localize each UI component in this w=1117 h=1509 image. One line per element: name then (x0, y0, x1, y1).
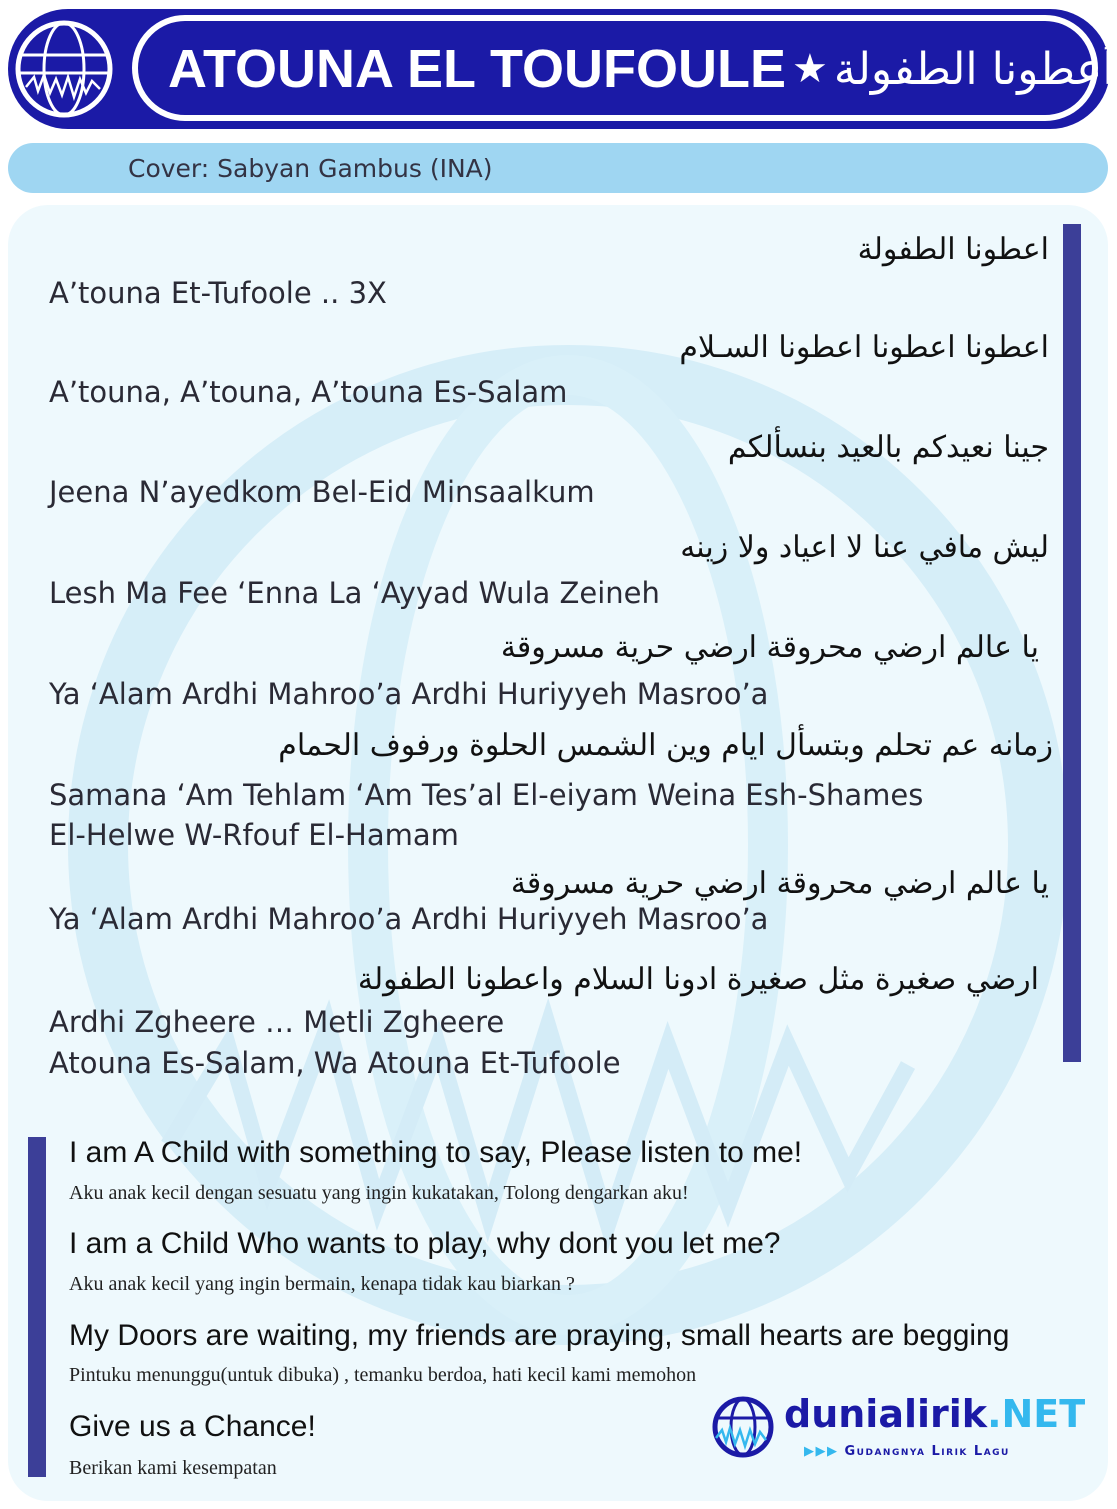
lyric-latin-line: Samana ‘Am Tehlam ‘Am Tes’al El-eiyam Weina Esh-Shames (49, 778, 924, 812)
lyric-latin-line: El-Helwe W-Rfouf El-Hamam (49, 818, 459, 852)
cover-bar (8, 143, 1108, 193)
brand-name-text: dunialirik (784, 1392, 988, 1436)
lyric-arabic-line: ارضي صغيرة مثل صغيرة ادونا السلام واعطونا الطفولة (357, 962, 1039, 997)
translation-indonesian: Berikan kami kesempatan (69, 1457, 277, 1479)
lyric-arabic-line: اعطونا اعطونا اعطونا السـلام (679, 330, 1049, 365)
arrows-icon: ▶▶▶ (804, 1444, 839, 1459)
header-banner (8, 9, 1115, 129)
translation-english: I am A Child with something to say, Please listen to me! (69, 1136, 803, 1169)
title-arabic: أعطونا الطفولة (833, 43, 1115, 95)
lyric-latin-line: Ya ‘Alam Ardhi Mahroo’a Ardhi Huriyyeh Masroo’a (49, 902, 769, 936)
globe-icon (12, 17, 116, 121)
translation-indonesian: Pintuku menunggu(untuk dibuka) , temanku berdoa, hati kecil kami memohon (69, 1364, 697, 1386)
lyric-latin-line: Atouna Es-Salam, Wa Atouna Et-Tufoole (49, 1046, 621, 1080)
lyric-arabic-line: جينا نعيدكم بالعيد بنسألكم (727, 430, 1049, 465)
lyric-latin-line: Ya ‘Alam Ardhi Mahroo’a Ardhi Huriyyeh Masroo’a (49, 677, 769, 711)
lyric-arabic-line: يا عالم ارضي محروقة ارضي حرية مسروقة (500, 630, 1039, 665)
globe-icon (708, 1394, 778, 1460)
lyric-latin-line: Jeena N’ayedkom Bel-Eid Minsaalkum (49, 475, 595, 509)
translation-accent-bar (28, 1137, 46, 1477)
translation-english: I am a Child Who wants to play, why dont you let me? (69, 1227, 781, 1260)
translation-english: Give us a Chance! (69, 1410, 316, 1443)
brand-name (784, 1392, 1085, 1436)
lyric-arabic-line: يا عالم ارضي محروقة ارضي حرية مسروقة (510, 866, 1049, 901)
brand-tld: .NET (987, 1392, 1086, 1436)
lyric-arabic-line: اعطونا الطفولة (857, 232, 1049, 267)
lyric-latin-line: Ardhi Zgheere … Metli Zgheere (49, 1005, 505, 1039)
brand-tagline (804, 1444, 1010, 1459)
star-icon: ★ (792, 46, 828, 92)
translation-indonesian: Aku anak kecil yang ingin bermain, kenapa tidak kau biarkan ? (69, 1273, 575, 1295)
lyric-latin-line: A’touna Et-Tufoole .. 3X (49, 276, 387, 310)
lyric-arabic-line: زمانه عم تحلم وبتسأل ايام وين الشمس الحلوة ورفوف الحمام (278, 728, 1053, 763)
title-latin: ATOUNA EL TOUFOULE (168, 39, 787, 99)
lyric-latin-line: A’touna, A’touna, A’touna Es-Salam (49, 375, 568, 409)
lyric-latin-line: Lesh Ma Fee ‘Enna La ‘Ayyad Wula Zeineh (49, 576, 660, 610)
lyric-arabic-line: ليش مافي عنا لا اعياد ولا زينه (680, 530, 1049, 565)
brand-tagline-text: Gudangnya Lirik Lagu (844, 1444, 1010, 1459)
translation-indonesian: Aku anak kecil dengan sesuatu yang ingin kukatakan, Tolong dengarkan aku! (69, 1182, 689, 1204)
cover-text: Cover: Sabyan Gambus (INA) (128, 154, 493, 183)
page-title (168, 29, 1115, 109)
brand-logo[interactable] (708, 1392, 1086, 1472)
translation-english: My Doors are waiting, my friends are praying, small hearts are begging (69, 1319, 1010, 1352)
lyrics-accent-bar (1063, 224, 1081, 1062)
